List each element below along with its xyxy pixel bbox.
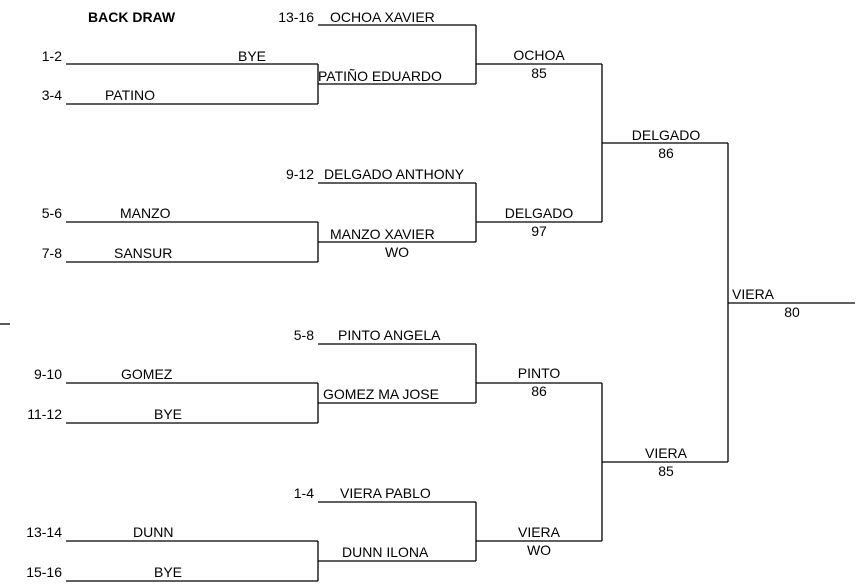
- r1-player-5: GOMEZ: [121, 366, 173, 382]
- qf-winner-2: DELGADO: [504, 205, 574, 221]
- qf-winner-4: VIERA: [517, 524, 561, 540]
- seed-r2-5: 5-8: [293, 327, 314, 343]
- seed-r2-7: 1-4: [293, 485, 314, 501]
- r2-player-7: VIERA PABLO: [340, 485, 431, 501]
- seed-r1-7: 13-14: [26, 524, 62, 540]
- r2-player-8: DUNN ILONA: [342, 544, 429, 560]
- sf-winner-2: VIERA: [644, 445, 688, 461]
- seed-r2-1: 13-16: [278, 9, 314, 25]
- sf-winner-1: DELGADO: [631, 127, 701, 143]
- r2-player-3: DELGADO ANTHONY: [324, 166, 465, 182]
- seed-r1-6: 11-12: [27, 406, 62, 422]
- r1-player-6: BYE: [154, 406, 183, 422]
- r2-score-4: WO: [384, 244, 410, 260]
- qf-score-4: WO: [526, 542, 552, 558]
- r1-player-4: SANSUR: [114, 245, 173, 261]
- page-title: BACK DRAW: [88, 9, 176, 25]
- r2-player-5: PINTO ANGELA: [338, 327, 441, 343]
- r2-player-4: MANZO XAVIER: [330, 226, 435, 242]
- seed-r1-5: 9-10: [33, 366, 62, 382]
- seed-r1-3: 5-6: [41, 205, 62, 221]
- r1-player-3: MANZO: [120, 205, 171, 221]
- seed-r1-4: 7-8: [41, 245, 62, 261]
- r1-player-7: DUNN: [133, 524, 174, 540]
- final-winner: VIERA: [732, 286, 775, 302]
- qf-winner-3: PINTO: [517, 365, 561, 381]
- qf-score-2: 97: [531, 223, 547, 239]
- seed-r1-1: 1-2: [41, 48, 62, 64]
- sf-score-2: 85: [658, 463, 674, 479]
- final-score: 80: [784, 304, 800, 320]
- seed-r2-3: 9-12: [285, 166, 314, 182]
- seed-r1-8: 15-16: [26, 564, 62, 580]
- r2-player-1: OCHOA XAVIER: [330, 9, 435, 25]
- qf-score-1: 85: [531, 65, 547, 81]
- r2-player-6: GOMEZ MA JOSE: [323, 386, 439, 402]
- qf-score-3: 86: [531, 383, 547, 399]
- r1-player-2: PATINO: [105, 87, 156, 103]
- r1-player-8: BYE: [154, 564, 183, 580]
- r2-player-2: PATIÑO EDUARDO: [318, 68, 442, 84]
- seed-r1-2: 3-4: [41, 87, 62, 103]
- r1-player-1: BYE: [238, 48, 267, 64]
- sf-score-1: 86: [658, 145, 674, 161]
- qf-winner-1: OCHOA: [513, 47, 565, 63]
